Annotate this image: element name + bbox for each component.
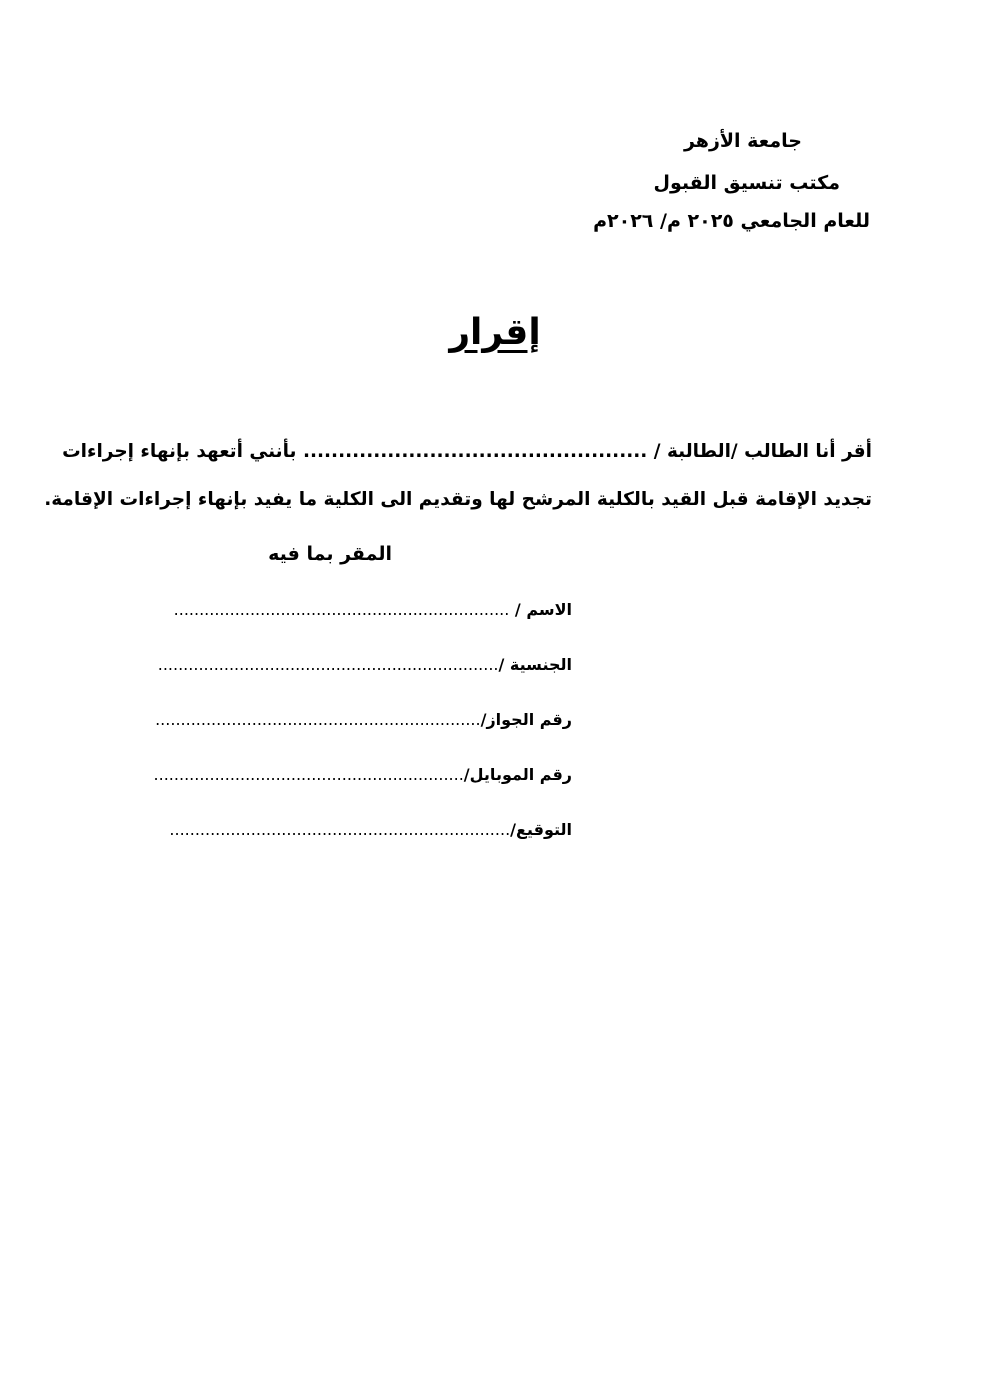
declaration-paragraph bbox=[44, 428, 872, 524]
header-university: جامعة الأزهر bbox=[683, 130, 802, 152]
nationality-blank: ................................................................... bbox=[157, 655, 499, 674]
name-field bbox=[174, 600, 572, 619]
signature-blank: ................................................................... bbox=[169, 820, 511, 839]
confirmer-heading: المقر بما فيه bbox=[268, 543, 392, 565]
passport-blank: ................................................................ bbox=[155, 710, 481, 729]
header-office: مكتب تنسيق القبول bbox=[653, 172, 840, 194]
document-title: إقرار bbox=[449, 312, 541, 353]
passport-label: رقم الجواز/ bbox=[480, 710, 572, 729]
declaration-line-2: تجديد الإقامة قبل القيد بالكلية المرشح لها وتقديم الى الكلية ما يفيد بإنهاء إجراءات الإقامة. bbox=[44, 489, 872, 510]
passport-field bbox=[155, 710, 572, 729]
nationality-label: الجنسية / bbox=[498, 655, 572, 674]
name-blank: .................................................................. bbox=[173, 600, 510, 619]
mobile-field bbox=[154, 765, 572, 784]
signature-field bbox=[169, 820, 572, 839]
declaration-line-1: أقر أنا الطالب /الطالبة / ................................................. بأنني أتعهد بإنهاء إجراءات bbox=[62, 441, 872, 462]
name-label: الاسم / bbox=[514, 600, 572, 619]
header-academic-year: للعام الجامعي ٢٠٢٥ م/ ٢٠٢٦م bbox=[593, 210, 870, 232]
mobile-label: رقم الموبايل/ bbox=[463, 765, 572, 784]
mobile-blank: ............................................................. bbox=[153, 765, 464, 784]
signature-label: التوقيع/ bbox=[510, 820, 572, 839]
nationality-field bbox=[158, 655, 572, 674]
